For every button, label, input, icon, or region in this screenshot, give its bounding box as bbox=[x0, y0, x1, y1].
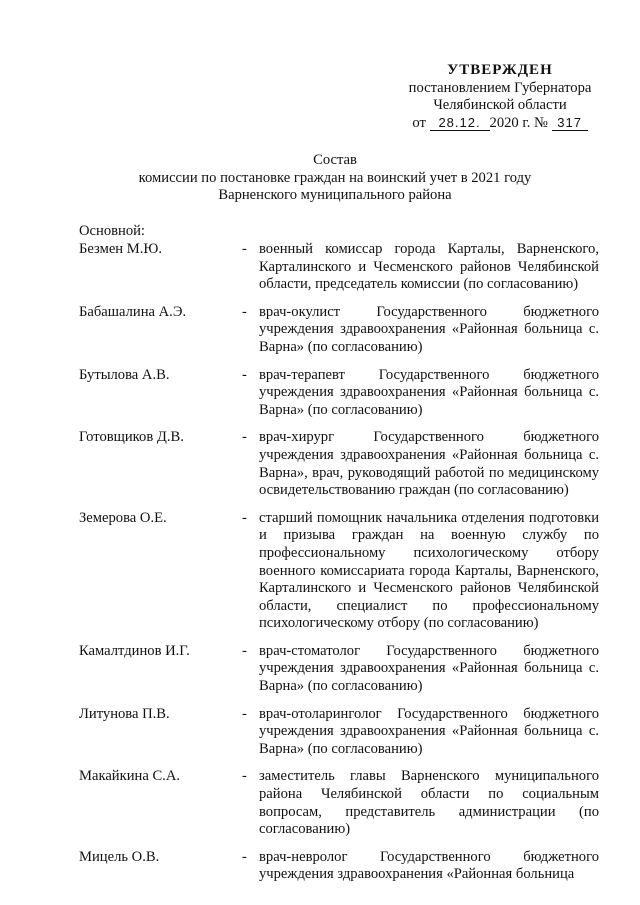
member-role: врач-отоларинголог Государственного бюджетного учреждения здравоохранения «Районная больница с. Варна» (по согласованию) bbox=[259, 705, 599, 757]
date-year: 2020 г. bbox=[489, 114, 531, 131]
member-row bbox=[79, 643, 599, 696]
member-row bbox=[79, 304, 599, 357]
title-line-2: комиссии по постановке граждан на воинский учет в 2021 году bbox=[138, 169, 532, 186]
approval-line-2: Челябинской области bbox=[433, 97, 567, 114]
member-name: Макайкина С.А. bbox=[79, 768, 181, 785]
member-role: врач-стоматолог Государственного бюджетного учреждения здравоохранения «Районная больница с. Варна» (по согласованию) bbox=[259, 642, 599, 695]
member-name: Камалтдинов И.Г. bbox=[79, 642, 190, 659]
member-name: Безмен М.Ю. bbox=[79, 241, 163, 257]
member-row bbox=[79, 367, 599, 420]
member-dash: - bbox=[242, 241, 247, 257]
member-role: военный комиссар города Карталы, Варненского, Карталинского и Чесменского районов Челябинской области, председатель комиссии (по согласованию) bbox=[259, 241, 599, 293]
members-list bbox=[79, 241, 599, 894]
member-role: врач-невролог Государственного бюджетного учреждения здравоохранения «Районная больница bbox=[259, 848, 599, 883]
member-row bbox=[79, 706, 599, 759]
member-row bbox=[79, 241, 599, 294]
member-role: старший помощник начальника отделения подготовки и призыва граждан на военную службу по профессиональному психологическому отбору военного комиссариата города Карталы, Варненского, Карталинского и Чесменского районов Челябинской области, специалист по профессиональному психологическому отбору (по согласованию) bbox=[259, 509, 599, 632]
member-name: Бабашалина А.Э. bbox=[79, 303, 187, 320]
document-title bbox=[70, 152, 600, 205]
member-name: Литунова П.В. bbox=[79, 705, 170, 722]
member-dash: - bbox=[242, 768, 247, 785]
title-line-1: Состав bbox=[313, 152, 357, 168]
approval-heading: УТВЕРЖДЕН bbox=[447, 62, 553, 78]
member-row bbox=[79, 849, 599, 884]
member-name: Бутылова А.В. bbox=[79, 366, 170, 383]
approval-line-1: постановлением Губернатора bbox=[408, 79, 592, 96]
member-dash: - bbox=[242, 303, 247, 320]
member-dash: - bbox=[242, 848, 247, 865]
member-row bbox=[79, 429, 599, 499]
approval-date-line bbox=[390, 115, 610, 133]
member-role: врач-хирург Государственного бюджетного учреждения здравоохранения «Районная больница с. Варна», врач, руководящий работой по медицинскому освидетельствованию граждан (по согласованию) bbox=[259, 429, 599, 499]
member-role: врач-окулист Государственного бюджетного учреждения здравоохранения «Районная больница с. Варна» (по согласованию) bbox=[259, 303, 599, 355]
member-name: Мицель О.В. bbox=[79, 848, 160, 865]
number-sign: № bbox=[534, 114, 548, 131]
member-dash: - bbox=[242, 705, 247, 722]
member-row bbox=[79, 768, 599, 838]
member-dash: - bbox=[242, 366, 247, 383]
member-dash: - bbox=[242, 642, 247, 659]
number-value: 317 bbox=[552, 115, 588, 131]
member-name: Земерова О.Е. bbox=[79, 509, 167, 526]
member-role: врач-терапевт Государственного бюджетного учреждения здравоохранения «Районная больница с. Варна» (по согласованию) bbox=[259, 366, 599, 418]
approval-block bbox=[390, 62, 610, 132]
title-line-3: Варненского муниципального района bbox=[218, 187, 452, 204]
member-row bbox=[79, 510, 599, 633]
section-label: Основной: bbox=[79, 223, 145, 239]
date-prefix: от bbox=[412, 114, 426, 131]
date-value: 28.12. bbox=[430, 115, 490, 131]
member-dash: - bbox=[242, 429, 247, 446]
member-dash: - bbox=[242, 509, 247, 526]
member-role: заместитель главы Варненского муниципального района Челябинской области по социальным вопросам, представитель администрации (по согласованию) bbox=[259, 768, 599, 838]
member-name: Готовщиков Д.В. bbox=[79, 429, 184, 446]
